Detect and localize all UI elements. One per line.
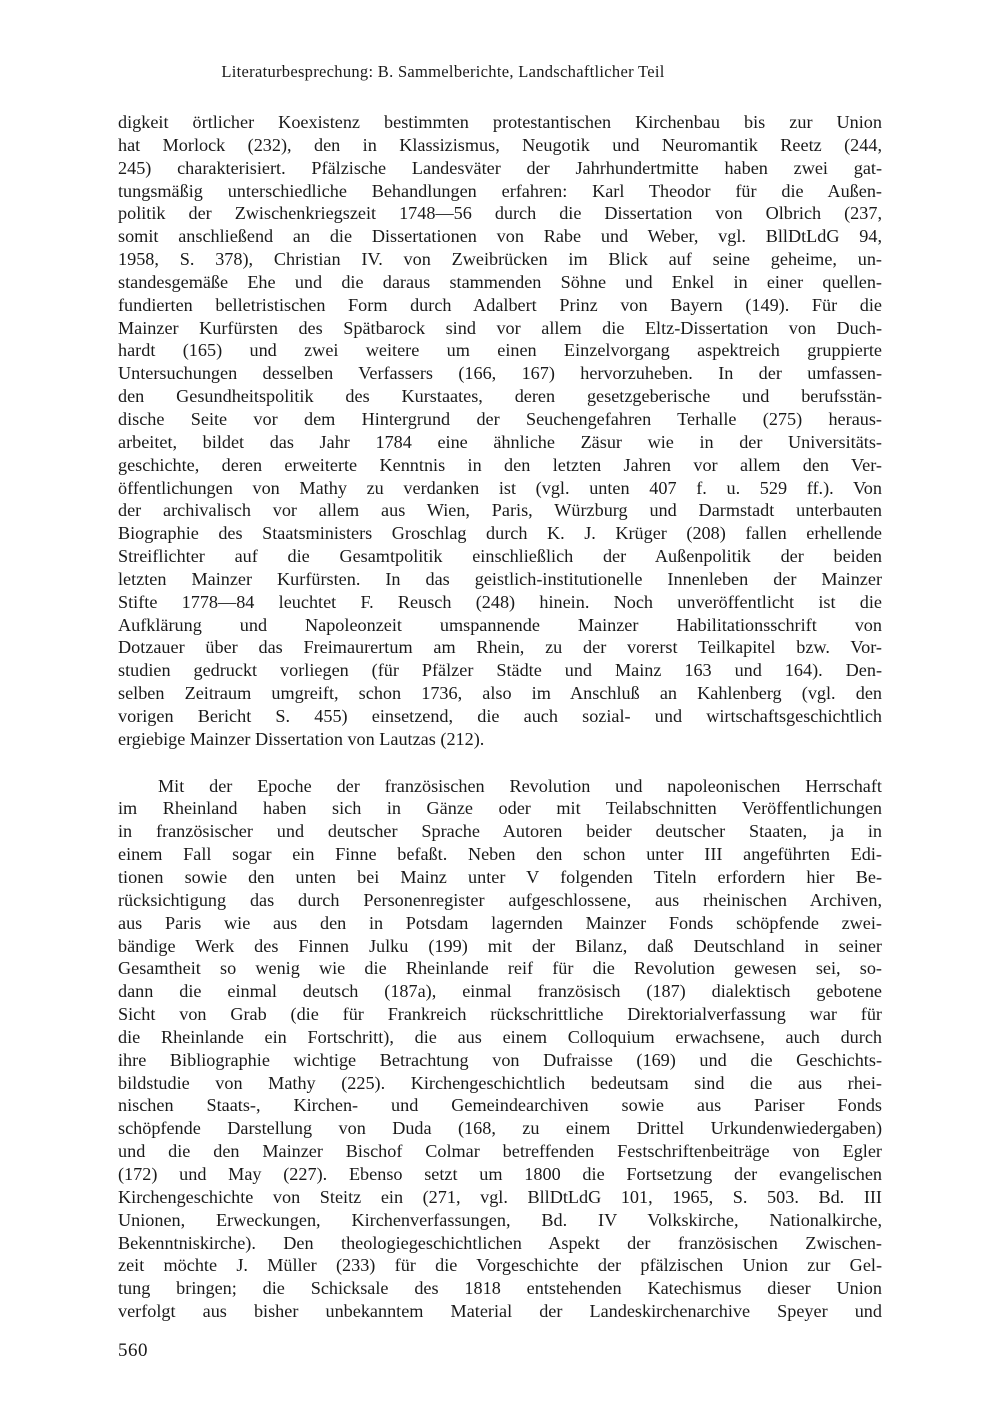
text-line: bändige Werk des Finnen Julku (199) mit der Bilanz, daß Deutschland in seiner: [118, 935, 882, 956]
text-line: fundierten belletristischen Form durch Adalbert Prinz von Bayern (149). Für die: [118, 294, 882, 315]
text-line: ergiebige Mainzer Dissertation von Lautzas (212).: [118, 728, 485, 749]
text-line: tionen sowie den unten bei Mainz unter V folgenden Titeln erfordern hier Be-: [118, 867, 882, 887]
text-line: in französischer und deutscher Sprache Autoren beider deutscher Staaten, ja in: [118, 821, 882, 842]
text-line: dische Seite vor dem Hintergrund der Seuchengefahren Terhalle (275) heraus-: [118, 408, 882, 429]
text-line: Stifte 1778—84 leuchtet F. Reusch (248) hinein. Noch unveröffentlicht ist die: [118, 591, 882, 612]
text-line: die Rheinlande ein Fortschritt), die aus einem Colloquium erwachsene, auch durch: [118, 1026, 882, 1047]
text-line: studien gedruckt vorliegen (für Pfälzer Städte und Mainz 163 und 164). Den-: [118, 660, 882, 681]
text-line: nischen Staats-, Kirchen- und Gemeindearchiven sowie aus Pariser Fonds: [118, 1095, 882, 1116]
text-line: aus Paris wie aus den in Potsdam lagernden Mainzer Fonds schöpfende zwei-: [118, 912, 882, 933]
text-line: Kirchengeschichte von Steitz ein (271, vgl. BllDtLdG 101, 1965, S. 503. Bd. III: [118, 1186, 882, 1207]
text-line: selben Zeitraum umgreift, schon 1736, also im Anschluß an Kahlenberg (vgl. den: [118, 683, 882, 704]
text-line: ihre Bibliographie wichtige Betrachtung von Dufraisse (169) und die Geschichts-: [118, 1049, 882, 1070]
text-line: arbeitet, bildet das Jahr 1784 eine ähnliche Zäsur wie in der Universitäts-: [118, 431, 882, 452]
text-line: öffentlichungen von Mathy zu verdanken ist (vgl. unten 407 f. u. 529 ff.). Von: [118, 477, 882, 498]
page-body: [118, 0, 882, 1419]
paragraph-1: [118, 111, 882, 751]
text-line: Streiflichter auf die Gesamtpolitik einschließlich der Außenpolitik der beiden: [118, 546, 882, 567]
text-line: somit anschließend an die Dissertationen von Rabe und Weber, vgl. BllDtLdG 94,: [118, 226, 882, 247]
text-line: Mit der Epoche der französischen Revolution und napoleonischen Herrschaft: [158, 775, 882, 796]
text-line: digkeit örtlicher Koexistenz bestimmten protestantischen Kirchenbau bis zur Union: [118, 112, 882, 132]
text-line: einem Fall sogar ein Finne befaßt. Neben den schon unter III angeführten Edi-: [118, 844, 882, 865]
text-line: vorigen Bericht S. 455) einsetzend, die auch sozial- und wirtschaftsgeschichtlich: [118, 705, 882, 726]
text-line: Dotzauer über das Freimaurertum am Rhein, zu der vorerst Teilkapitel bzw. Vor-: [118, 637, 882, 658]
text-line: dann die einmal deutsch (187a), einmal französisch (187) dialektisch gebotene: [118, 981, 882, 1002]
text-line: im Rheinland haben sich in Gänze oder mit Teilabschnitten Veröffentlichungen: [118, 798, 882, 819]
text-line: hardt (165) und zwei weitere um einen Einzelvorgang aspektreich gruppierte: [118, 340, 882, 361]
text-line: standesgemäße Ehe und die daraus stammenden Söhne und Enkel in einer quellen-: [118, 271, 882, 292]
text-line: schöpfende Darstellung von Duda (168, zu einem Drittel Urkundenwiedergaben): [118, 1118, 882, 1139]
text-line: rücksichtigung das durch Personenregister aufgeschlossene, aus rheinischen Archiven,: [118, 889, 882, 910]
text-line: 1958, S. 378), Christian IV. von Zweibrücken im Blick auf seine geheime, un-: [118, 249, 882, 270]
text-line: der archivalisch vor allem aus Wien, Paris, Würzburg und Darmstadt unterbauten: [118, 500, 882, 521]
text-line: Bekenntniskirche). Den theologiegeschichtlichen Aspekt der französischen Zwischen-: [118, 1232, 882, 1253]
text-line: den Gesundheitspolitik des Kurstaates, deren gesetzgeberische und berufsstän-: [118, 386, 882, 407]
paragraph-2: [118, 775, 882, 1323]
text-line: geschichte, deren erweiterte Kenntnis in den letzten Jahren vor allem den Ver-: [118, 454, 882, 475]
text-line: politik der Zwischenkriegszeit 1748—56 durch die Dissertation von Olbrich (237,: [118, 203, 882, 224]
text-line: letzten Mainzer Kurfürsten. In das geistlich-institutionelle Innenleben der Mainzer: [118, 568, 882, 589]
text-line: zeit möchte J. Müller (233) für die Vorgeschichte der pfälzischen Union zur Gel-: [118, 1255, 882, 1276]
text-line: Biographie des Staatsministers Groschlag durch K. J. Krüger (208) fallen erhellende: [118, 523, 882, 544]
body-text: [118, 111, 882, 1323]
text-line: 245) charakterisiert. Pfälzische Landesväter der Jahrhundertmitte haben zwei gat-: [118, 157, 882, 178]
text-line: (172) und May (227). Ebenso setzt um 1800 die Fortsetzung der evangelischen: [118, 1163, 882, 1184]
page-number: 560: [118, 1340, 148, 1361]
text-line: verfolgt aus bisher unbekanntem Material der Landeskirchenarchive Speyer und: [118, 1301, 882, 1322]
text-line: Aufklärung und Napoleonzeit umspannende Mainzer Habilitationsschrift von: [118, 614, 882, 635]
running-head: Literaturbesprechung: B. Sammelberichte, Landschaftlicher Teil: [221, 62, 665, 81]
text-line: und die den Mainzer Bischof Colmar betreffenden Festschriftenbeiträge von Egler: [118, 1141, 882, 1162]
text-line: hat Morlock (232), den in Klassizismus, Neugotik und Neuromantik Reetz (244,: [118, 134, 882, 155]
text-line: Gesamtheit so wenig wie die Rheinlande reif für die Revolution gewesen sei, so-: [118, 958, 882, 979]
text-line: Mainzer Kurfürsten des Spätbarock sind vor allem die Eltz-Dissertation von Duch-: [118, 317, 882, 338]
text-line: Untersuchungen desselben Verfassers (166, 167) hervorzuheben. In der umfassen-: [118, 363, 882, 384]
text-line: tungsmäßig unterschiedliche Behandlungen erfahren: Karl Theodor für die Außen-: [118, 180, 882, 201]
text-line: Sicht von Grab (die für Frankreich rückschrittliche Direktorialverfassung war für: [118, 1004, 882, 1025]
text-line: tung bringen; die Schicksale des 1818 entstehenden Katechismus dieser Union: [118, 1278, 882, 1299]
text-line: Unionen, Erweckungen, Kirchenverfassungen, Bd. IV Volkskirche, Nationalkirche,: [118, 1209, 882, 1230]
text-line: bildstudie von Mathy (225). Kirchengeschichtlich bedeutsam sind die aus rhei-: [118, 1072, 882, 1093]
